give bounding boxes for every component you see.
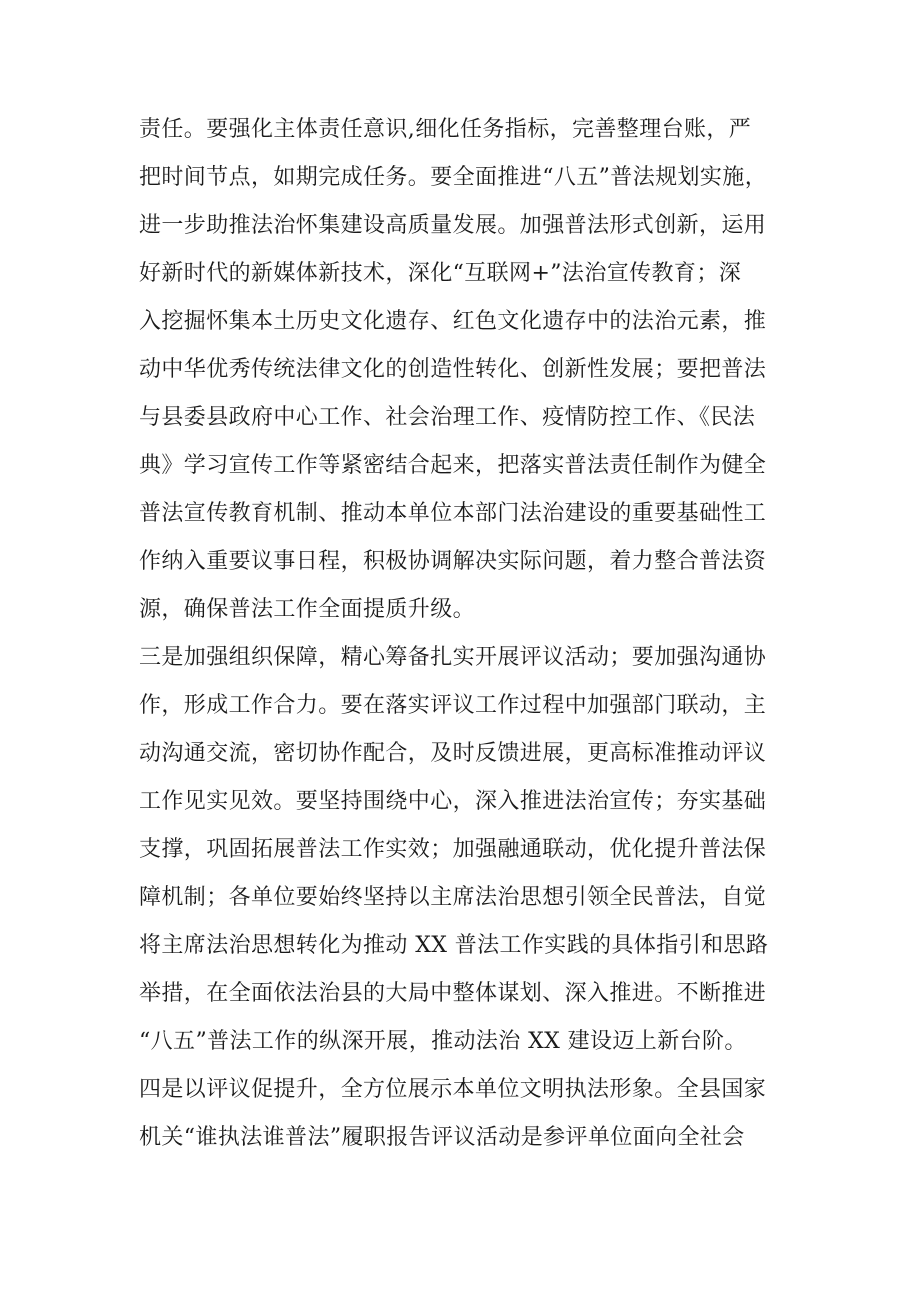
text-line: 机关“谁执法谁普法”履职报告评议活动是参评单位面向全社会 (139, 1125, 745, 1150)
text-line: 举措，在全面依法治县的大局中整体谋划、深入推进。不断推进 (139, 981, 767, 1006)
text-line: 把时间节点，如期完成任务。要全面推进“八五”普法规划实施， (139, 165, 768, 190)
text-line: 将主席法治思想转化为推动 XX 普法工作实践的具体指引和思路 (139, 933, 769, 958)
text-line: 动沟通交流，密切协作配合，及时反馈进展，更高标准推动评议 (139, 741, 767, 766)
text-line: 责任。要强化主体责任意识,细化任务指标，完善整理台账，严 (139, 117, 752, 142)
text-line: 支撑，巩固拓展普法工作实效；加强融通联动，优化提升普法保 (139, 837, 767, 862)
text-line: 工作见实见效。要坚持围绕中心，深入推进法治宣传；夯实基础 (139, 789, 767, 814)
text-line: 与县委县政府中心工作、社会治理工作、疫情防控工作、《民法 (139, 405, 756, 430)
text-line: 源，确保普法工作全面提质升级。 (139, 597, 476, 622)
text-line: 好新时代的新媒体新技术，深化“互联网+”法治宣传教育；深 (139, 261, 742, 286)
text-line: 三是加强组织保障，精心筹备扎实开展评议活动；要加强沟通协 (139, 645, 767, 670)
text-line: 四是以评议促提升，全方位展示本单位文明执法形象。全县国家 (139, 1077, 767, 1102)
text-line: 作纳入重要议事日程，积极协调解决实际问题，着力整合普法资 (139, 549, 767, 574)
text-line: 普法宣传教育机制、推动本单位本部门法治建设的重要基础性工 (139, 501, 767, 526)
text-line: 进一步助推法治怀集建设高质量发展。加强普法形式创新，运用 (139, 213, 767, 238)
text-line: 典》学习宣传工作等紧密结合起来，把落实普法责任制作为健全 (139, 453, 767, 478)
text-line: 入挖掘怀集本土历史文化遗存、红色文化遗存中的法治元素，推 (139, 309, 767, 334)
text-line: “八五”普法工作的纵深开展，推动法治 XX 建设迈上新台阶。 (139, 1029, 747, 1054)
text-line: 动中华优秀传统法律文化的创造性转化、创新性发展；要把普法 (139, 357, 767, 382)
text-line: 作，形成工作合力。要在落实评议工作过程中加强部门联动，主 (139, 693, 767, 718)
text-line: 障机制；各单位要始终坚持以主席法治思想引领全民普法，自觉 (139, 885, 767, 910)
